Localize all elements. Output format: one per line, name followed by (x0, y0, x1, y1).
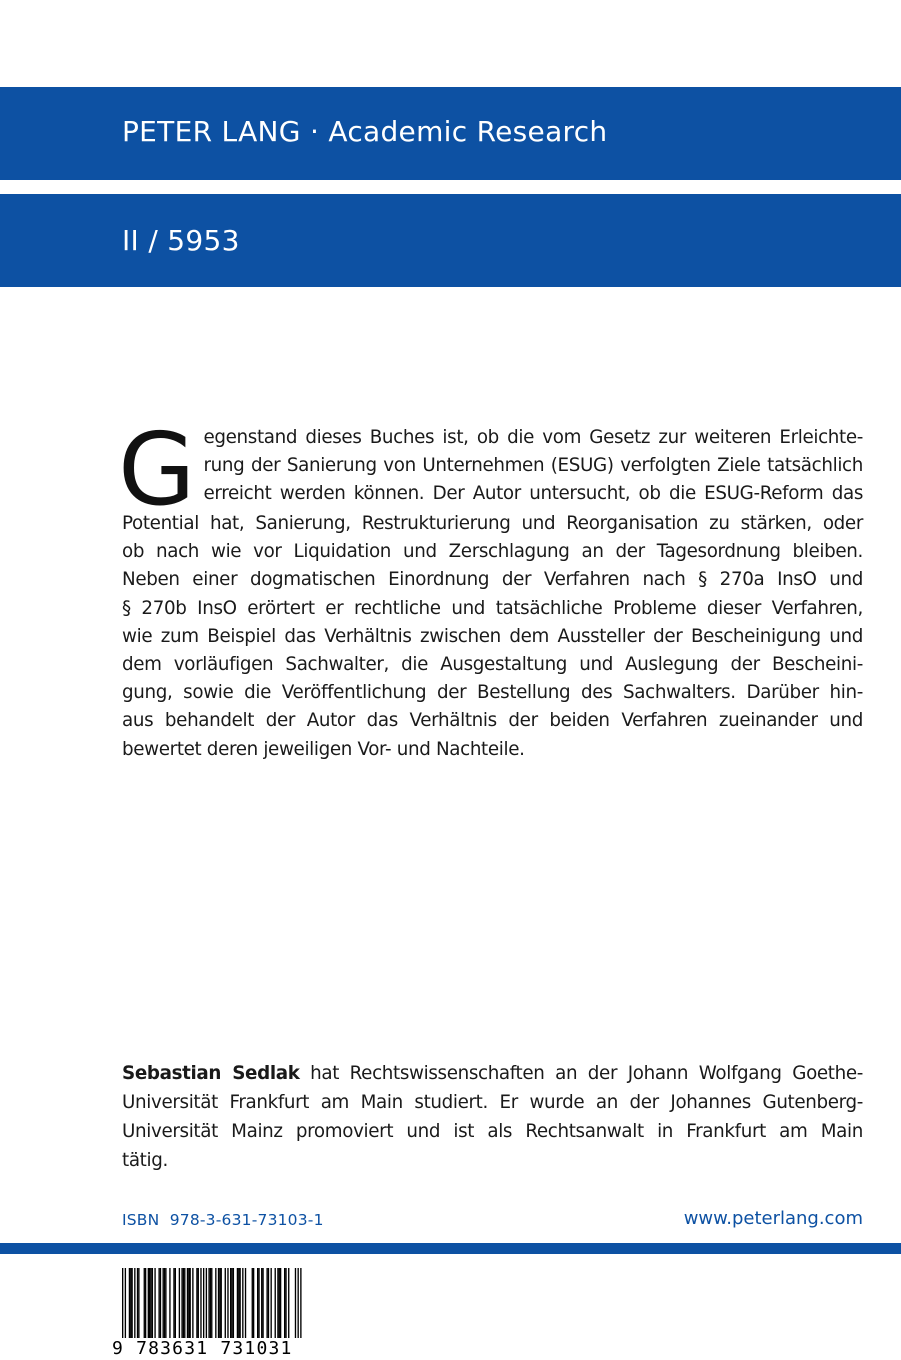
dropcap-letter: G (118, 411, 196, 528)
blurb-line: Potential hat, Sanierung, Restrukturierung und Reorganisation zu stärken, oder (122, 513, 863, 534)
blurb-line: rung der Sanierung von Unternehmen (ESUG) verfolgten Ziele tatsächlich (203, 455, 863, 477)
blurb-line: dem vorläufigen Sachwalter, die Ausgestaltung und Auslegung der Bescheini- (122, 653, 863, 675)
publisher-line: PETER LANG · Academic Research (122, 115, 608, 148)
blurb-line: gung, sowie die Veröffentlichung der Bestellung des Sachwalters. Darüber hin- (122, 682, 863, 704)
blurb-line: aus behandelt der Autor das Verhältnis der beiden Verfahren zueinander und (122, 710, 863, 732)
author-bio (122, 1059, 863, 1175)
footer-bar (0, 1243, 901, 1254)
blurb-line: bewertet deren jeweiligen Vor- und Nachteile. (122, 738, 525, 760)
blurb-text (118, 411, 863, 764)
header-band-series (0, 194, 901, 287)
bio-line-first (122, 1059, 863, 1088)
blurb-line: Neben einer dogmatischen Einordnung der Verfahren nach § 270a InsO und (122, 569, 863, 591)
blurb-line: § 270b InsO erörtert er rechtliche und tatsächliche Probleme dieser Verfahren, (122, 597, 863, 619)
header-band-publisher (0, 87, 901, 180)
barcode-digits: 9 783631 731031 (112, 1338, 308, 1360)
blurb-line: ob nach wie vor Liquidation und Zerschlagung an der Tagesordnung bleiben. (122, 541, 863, 563)
bio-line: tätig. (122, 1150, 168, 1171)
bio-first-line-text: hat Rechtswissenschaften an der Johann Wolfgang Goethe- (299, 1063, 863, 1084)
barcode (112, 1264, 308, 1360)
isbn-text: ISBN 978-3-631-73103-1 (122, 1211, 324, 1229)
author-name: Sebastian Sedlak (122, 1063, 300, 1084)
series-number: II / 5953 (122, 224, 240, 257)
blurb-line: wie zum Beispiel das Verhältnis zwischen dem Aussteller der Bescheinigung und (122, 625, 863, 647)
website-link[interactable]: www.peterlang.com (683, 1208, 863, 1229)
blurb-line: egenstand dieses Buches ist, ob die vom Gesetz zur weiteren Erleichte- (203, 427, 863, 448)
bio-line: Universität Frankfurt am Main studiert. Er wurde an der Johannes Gutenberg- (122, 1092, 863, 1113)
bio-line: Universität Mainz promoviert und ist als Rechtsanwalt in Frankfurt am Main (122, 1121, 863, 1142)
blurb-line: erreicht werden können. Der Autor untersucht, ob die ESUG-Reform das (203, 483, 863, 505)
